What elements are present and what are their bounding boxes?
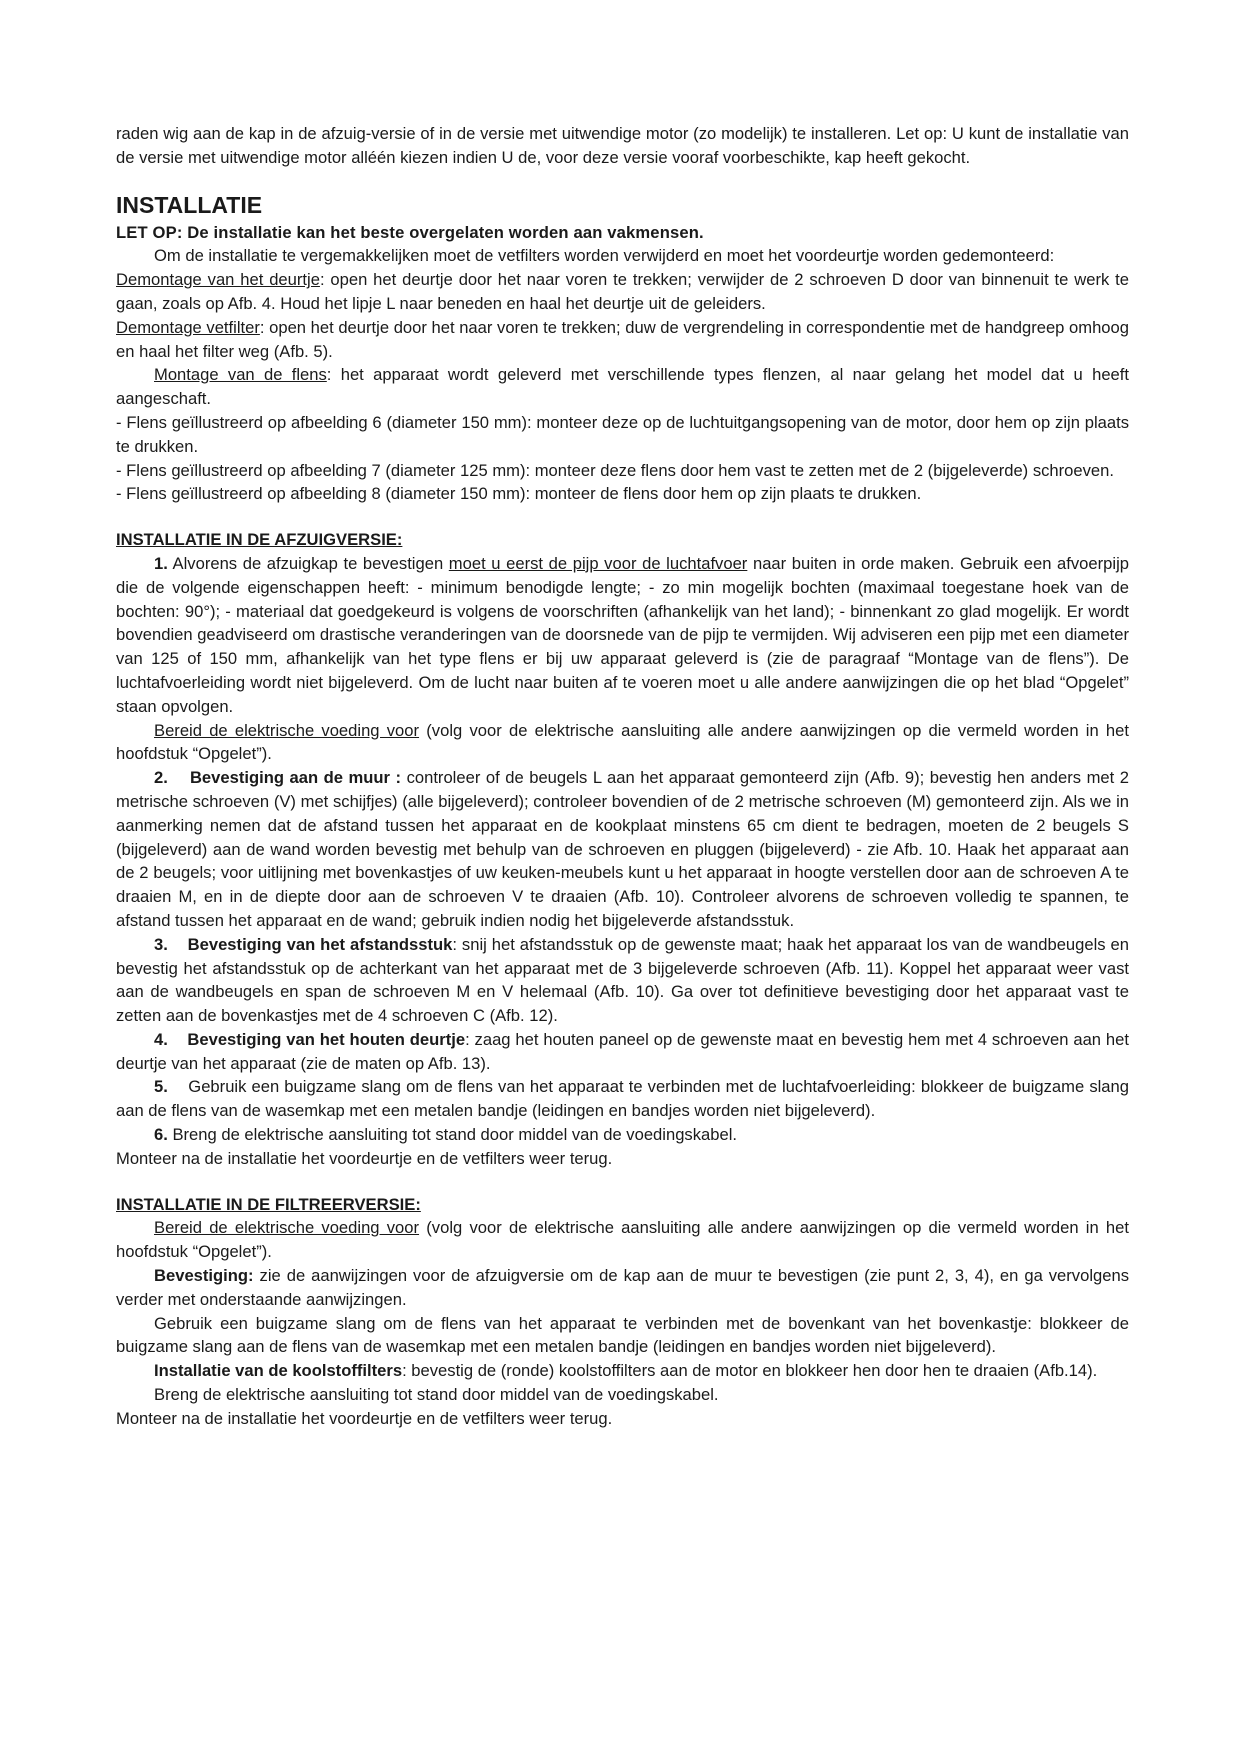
flange-label: Montage van de flens [154,365,327,385]
door-removal-label: Demontage van het deurtje [116,270,320,290]
filtreer-mounting [116,1264,1129,1312]
afzuig-step-2 [116,766,1129,933]
mounting-title: Bevestiging: [154,1266,254,1286]
filtreer-hose: Gebruik een buigzame slang om de flens van het apparaat te verbinden met de bovenkant van het bovenkastje: blokkeer de buigzame slang aan de flens van de wasemkap met een metalen bandje (leidingen en bandjes worden niet bijgeleverd). [116,1313,1129,1357]
step-number: 6. [154,1125,168,1145]
filtreer-heading: INSTALLATIE IN DE FILTREERVERSIE: [116,1194,421,1214]
mounting-text: zie de aanwijzingen voor de afzuigversie om de kap aan de muur te bevestigen (zie punt 2, 3, 4), en ga vervolgens verder met onderstaande aanwijzingen. [116,1266,1129,1309]
afzuig-step-6 [116,1123,1129,1147]
step-2-title: Bevestiging aan de muur : [189,768,402,788]
afzuig-step-5 [116,1075,1129,1123]
flange-item-7: - Flens geïllustreerd op afbeelding 7 (diameter 125 mm): monteer deze flens door hem vast te zetten met de 2 (bijgeleverde) schroeven. [116,460,1114,480]
flange-item-8: - Flens geïllustreerd op afbeelding 8 (diameter 150 mm): monteer de flens door hem op zijn plaats te drukken. [116,484,922,504]
power-label: Bereid de elektrische voeding voor [154,1218,420,1238]
carbon-filters-title: Installatie van de koolstoffilters [154,1361,403,1381]
step-3-text: : snij het afstandsstuk op de gewenste maat; haak het apparaat los van de wandbeugels en bevestig het afstandsstuk op de achterkant van het apparaat met de 3 bijgeleverde schroeven (Afb. 11). Koppel het apparaat weer vast aan de wandbeugels en span de schroeven M en V helemaal (Afb. 10). Ga over tot definitieve bevestiging door het apparaat vast te zetten aan de bovenkastjes met de 4 schroeven C (Afb. 12). [116,934,1129,1026]
installatie-heading: INSTALLATIE [116,191,263,218]
step-number: 5. [154,1077,168,1097]
step-1-text-b: naar buiten in orde maken. Gebruik een afvoerpijp die de volgende eigenschappen heeft: - minimum benodigde lengte; - zo min mogelijk bochten (maximaal toegestane hoek van de bochten: 90°); - materiaal dat goedgekeurd is volgens de voorschriften (afhankelijk van het land); - binnenkant zo glad mogelijk. Er wordt bovendien geadviseerd om drastische veranderingen van de doorsnede van de pijp te vermijden. Wij adviseren een pijp met een diameter van 125 of 150 mm, afhankelijk van het type flens er bij uw apparaat geleverd is (zie de paragraaf “Montage van de flens”). De luchtafvoerleiding wordt niet bijgeleverd. Om de lucht naar buiten af te voeren moet u alle andere aanwijzingen die op het blad “Opgelet” staan opvolgen. [116,553,1129,716]
filter-removal-label: Demontage vetfilter [116,317,260,337]
step-3-title: Bevestiging van het afstandsstuk [187,934,453,954]
power-text: (volg voor de elektrische aansluiting alle andere aanwijzingen op die vermeld worden in het hoofdstuk “Opgelet”). [116,720,1129,764]
door-removal-text: : open het deurtje door het naar voren te trekken; verwijder de 2 schroeven D door van binnenuit te werk te gaan, zoals op Afb. 4. Houd het lipje L naar beneden en haal het deurtje uit de geleiders. [116,270,1129,313]
step-4-text: : zaag het houten paneel op de gewenste maat en bevestig hem met 4 schroeven aan het deurtje van het apparaat (zie de maten op Afb. 13). [116,1029,1129,1073]
afzuig-step-1 [116,552,1129,719]
filtreer-closing: Monteer na de installatie het voordeurtje en de vetfilters weer terug. [116,1408,613,1428]
step-5-text: Gebruik een buigzame slang om de flens van het apparaat te verbinden met de luchtafvoerleiding: blokkeer de buigzame slang aan de flens van de wasemkap met een metalen bandje (leidingen en bandjes worden niet bijgeleverd). [116,1077,1129,1121]
power-label: Bereid de elektrische voeding voor [154,720,420,740]
carbon-filters-text: : bevestig de (ronde) koolstoffilters aan de motor en blokkeer hen door hen te draaien (Afb.14). [402,1361,1098,1381]
step-number: 2. [154,768,168,788]
filtreer-carbon-filters [116,1359,1129,1383]
step-number: 3. [154,934,168,954]
afzuig-closing: Monteer na de installatie het voordeurtje en de vetfilters weer terug. [116,1148,613,1168]
afzuig-heading: INSTALLATIE IN DE AFZUIGVERSIE: [116,530,403,550]
intro-paragraph: raden wig aan de kap in de afzuig-versie of in de versie met uitwendige motor (zo modelijk) te installeren. Let op: U kunt de installatie van de versie met uitwendige motor alléén kiezen indien U de, voor deze versie vooraf voorbeschikte, kap heeft gekocht. [116,124,1129,167]
filtreer-connection: Breng de elektrische aansluiting tot stand door middel van de voedingskabel. [154,1385,719,1405]
afzuig-power-paragraph [116,719,1129,767]
afzuig-step-4 [116,1028,1129,1076]
step-1-text-a: Alvorens de afzuigkap te bevestigen [167,553,449,573]
afzuig-step-3 [116,933,1129,1028]
power-text: (volg voor de elektrische aansluiting alle andere aanwijzingen op die vermeld worden in het hoofdstuk “Opgelet”). [116,1218,1129,1262]
filtreer-power-paragraph [116,1216,1129,1264]
step-4-title: Bevestiging van het houten deurtje [187,1029,466,1049]
flange-text: : het apparaat wordt geleverd met verschillende types flenzen, al naar gelang het model dat u heeft aangeschaft. [116,365,1129,409]
flange-item-6: - Flens geïllustreerd op afbeelding 6 (diameter 150 mm): monteer deze op de luchtuitgangsopening van de motor, door hem op zijn plaats te drukken. [116,412,1129,456]
installatie-warning: LET OP: De installatie kan het beste overgelaten worden aan vakmensen. [116,222,704,242]
filter-removal-paragraph [116,316,1129,364]
door-removal-paragraph [116,268,1129,316]
installatie-intro: Om de installatie te vergemakkelijken moet de vetfilters worden verwijderd en moet het voordeurtje worden gedemonteerd: [154,246,1055,266]
filter-removal-text: : open het deurtje door het naar voren te trekken; duw de vergrendeling in correspondentie met de handgreep omhoog en haal het filter weg (Afb. 5). [116,317,1129,361]
step-1-underlined: moet u eerst de pijp voor de luchtafvoer [448,553,748,573]
step-number: 1. [154,553,168,573]
flange-paragraph [116,363,1129,411]
step-6-text: Breng de elektrische aansluiting tot stand door middel van de voedingskabel. [167,1125,737,1145]
step-number: 4. [154,1029,168,1049]
step-2-text: controleer of de beugels L aan het apparaat gemonteerd zijn (Afb. 9); bevestig hen anders met 2 metrische schroeven (V) met schijfjes) (alle bijgeleverd); controleer bovendien of de 2 metrische schroeven (M) gemonteerd zijn. Als we in aanmerking nemen dat de afstand tussen het apparaat en de kookplaat minstens 65 cm dient te bedragen, moeten de 2 beugels S (bijgeleverd) aan de wand worden bevestig met behulp van de schroeven en pluggen (bijgeleverd) - zie Afb. 10. Haak het apparaat aan de 2 beugels; voor uitlijning met bovenkastjes of uw keuken-meubels kunt u het apparaat in hoogte verstellen door aan de schroeven A te draaien M, en in de diepte door aan de schroeven V te draaien (Afb. 10). Controleer alvorens de schroeven volledig te spannen, te afstand tussen het apparaat en de wand; gebruik indien nodig het bijgeleverde afstandsstuk. [116,768,1129,930]
